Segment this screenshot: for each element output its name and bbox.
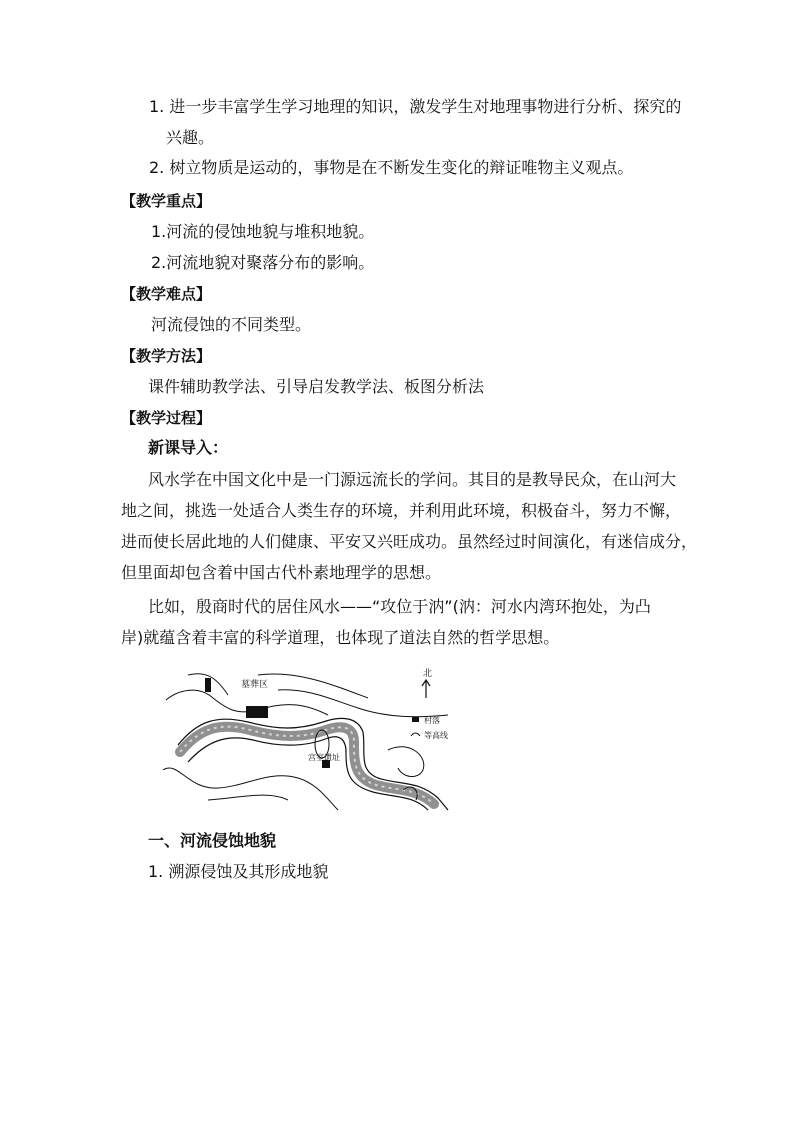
- difficulties-heading: 【教学难点】: [121, 285, 212, 303]
- contour-symbol: [411, 733, 420, 736]
- contour-line: [278, 690, 448, 717]
- river-bank: [188, 737, 428, 810]
- para1-line3: 进而使长居此地的人们健康、平安又兴旺成功。虽然经过时间演化，有迷信成分，: [121, 532, 698, 551]
- intro-title: 新课导入：: [148, 438, 229, 457]
- key-point-2: 2.河流地貌对聚落分布的影响。: [151, 253, 375, 272]
- difficulties-text: 河流侵蚀的不同类型。: [151, 315, 312, 334]
- objective-1-line1: 1. 进一步丰富学生学习地理的知识，激发学生对地理事物进行分析、探究的: [149, 97, 682, 116]
- key-points-heading: 【教学重点】: [121, 192, 212, 210]
- process-heading: 【教学过程】: [121, 409, 212, 427]
- para2-line1: 比如，殷商时代的居住风水——“攻位于汭”(汭：河水内湾环抱处，为凸: [148, 597, 651, 616]
- para1-line2: 地之间，挑选一处适合人类生存的环境，并利用此环境，积极奋斗，努力不懈，: [121, 501, 682, 520]
- section1-sub1: 1. 溯源侵蚀及其形成地貌: [148, 862, 329, 881]
- contour-line: [388, 747, 424, 777]
- north-arrow-icon: [422, 680, 430, 698]
- contour-line: [258, 674, 368, 698]
- village-marker: [246, 706, 268, 718]
- section1-title: 一、河流侵蚀地貌: [148, 831, 277, 850]
- objective-2: 2. 树立物质是运动的，事物是在不断发生变化的辩证唯物主义观点。: [149, 158, 634, 177]
- river-map-figure: [158, 660, 456, 812]
- north-label: 北: [423, 669, 433, 679]
- para1-line4: 但里面却包含着中国古代朴素地理学的思想。: [121, 563, 442, 582]
- methods-heading: 【教学方法】: [121, 347, 212, 365]
- key-point-1: 1.河流的侵蚀地貌与堆积地貌。: [151, 222, 375, 241]
- para1-line1: 风水学在中国文化中是一门源远流长的学问。其目的是教导民众，在山河大: [148, 470, 677, 489]
- contour-line: [208, 795, 288, 800]
- village-symbol: [412, 717, 419, 722]
- tomb-area-label: 墓葬区: [241, 680, 269, 690]
- objective-1-line2: 兴趣。: [166, 128, 215, 147]
- legend-contour-label: 等高线: [424, 731, 448, 740]
- palace-ruins-label: 宫室遗址: [308, 753, 340, 762]
- village-marker: [205, 678, 211, 692]
- para2-line2: 岸)就蕴含着丰富的科学道理，也体现了道法自然的哲学思想。: [121, 628, 560, 647]
- methods-text: 课件辅助教学法、引导启发教学法、板图分析法: [148, 377, 485, 396]
- river-water: [180, 727, 434, 804]
- legend-village-label: 村落: [424, 716, 440, 725]
- contour-line: [163, 768, 338, 810]
